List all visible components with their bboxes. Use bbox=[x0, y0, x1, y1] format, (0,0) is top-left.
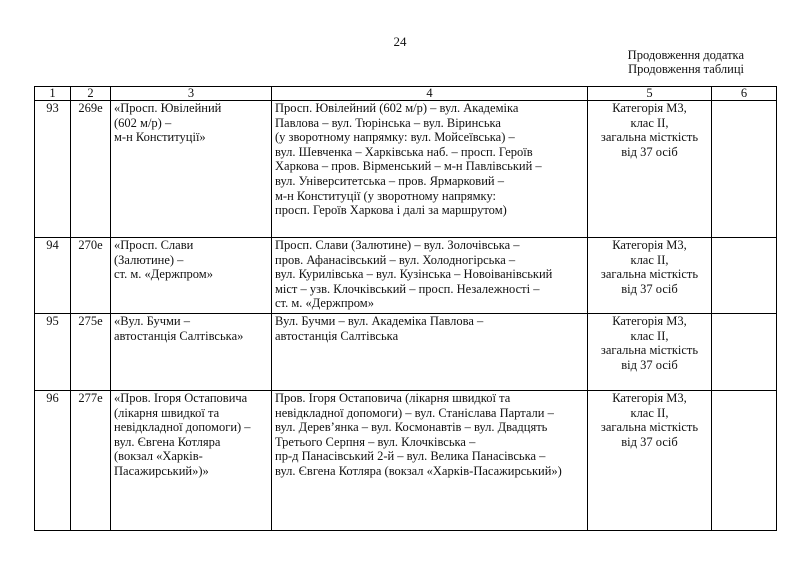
route-path-line: Просп. Слави (Залютине) – вул. Золочівська – bbox=[275, 238, 520, 252]
column-number: 1 bbox=[35, 87, 71, 101]
route-path-line: автостанція Салтівська bbox=[275, 328, 399, 343]
table-row bbox=[35, 101, 777, 238]
category-line: Категорія М3, bbox=[612, 314, 687, 328]
category-line: загальна місткість bbox=[600, 130, 699, 145]
route-name-line: (вокзал «Харків- bbox=[114, 449, 203, 464]
vehicle-category bbox=[588, 391, 712, 531]
category-line: клас ІІ, bbox=[630, 115, 669, 130]
route-name-line: (лікарня швидкої та bbox=[114, 405, 220, 420]
column-number: 3 bbox=[111, 87, 272, 101]
continuation-appendix: Продовження додатка bbox=[627, 48, 744, 62]
route-name bbox=[111, 314, 272, 391]
table-row bbox=[35, 391, 777, 531]
route-path-line: просп. Героїв Харкова і далі за маршрутом) bbox=[275, 203, 507, 218]
continuation-table: Продовження таблиці bbox=[628, 62, 744, 76]
category-line: від 37 осіб bbox=[621, 434, 678, 449]
route-note bbox=[712, 314, 777, 391]
category-line: Категорія М3, bbox=[612, 238, 687, 252]
route-code: 270е bbox=[71, 238, 111, 314]
category-line: загальна місткість bbox=[600, 343, 699, 358]
column-number: 4 bbox=[272, 87, 588, 101]
route-code: 275е bbox=[71, 314, 111, 391]
route-path-line: Пров. Ігоря Остаповича (лікарня швидкої та bbox=[275, 391, 511, 405]
route-name-line: (602 м/р) – bbox=[114, 115, 172, 130]
category-line: загальна місткість bbox=[600, 420, 699, 435]
route-name-line: Пасажирський»)» bbox=[114, 463, 209, 478]
table-row bbox=[35, 314, 777, 391]
category-line: від 37 осіб bbox=[621, 357, 678, 372]
route-index: 95 bbox=[35, 314, 71, 391]
route-name-line: (Залютине) – bbox=[114, 252, 184, 267]
continuation-note bbox=[628, 48, 744, 76]
route-path-line: вул. Курилівська – вул. Кузінська – Новоіванівський bbox=[275, 267, 553, 282]
route-path-line: м-н Конституції (у зворотному напрямку: bbox=[275, 188, 497, 203]
route-name-line: автостанція Салтівська» bbox=[114, 328, 244, 343]
route-path-line: невідкладної допомоги) – вул. Станіслава Партали – bbox=[275, 405, 554, 420]
category-line: Категорія М3, bbox=[612, 101, 687, 115]
category-line: клас ІІ, bbox=[630, 252, 669, 267]
route-path-line: Вул. Бучми – вул. Академіка Павлова – bbox=[275, 314, 484, 328]
vehicle-category bbox=[588, 101, 712, 238]
route-name-line: вул. Євгена Котляра bbox=[114, 434, 221, 449]
route-path-line: пр-д Панасівський 2-й – вул. Велика Панасівська – bbox=[275, 449, 546, 464]
route-note bbox=[712, 101, 777, 238]
route-name bbox=[111, 391, 272, 531]
route-code: 277е bbox=[71, 391, 111, 531]
route-path bbox=[272, 391, 588, 531]
route-code: 269е bbox=[71, 101, 111, 238]
category-line: від 37 осіб bbox=[621, 144, 678, 159]
route-path-line: (у зворотному напрямку: вул. Мойсеївська) – bbox=[275, 130, 515, 145]
route-index: 94 bbox=[35, 238, 71, 314]
route-note bbox=[712, 391, 777, 531]
column-number: 5 bbox=[588, 87, 712, 101]
route-path-line: Третього Серпня – вул. Клочківська – bbox=[275, 434, 476, 449]
route-index: 96 bbox=[35, 391, 71, 531]
category-line: клас ІІ, bbox=[630, 405, 669, 420]
route-name-line: «Пров. Ігоря Остаповича bbox=[114, 391, 248, 405]
route-name-line: «Вул. Бучми – bbox=[114, 314, 190, 328]
route-path-line: ст. м. «Держпром» bbox=[275, 296, 374, 311]
vehicle-category bbox=[588, 238, 712, 314]
route-path-line: Харкова – пров. Вірменський – м-н Павлівський – bbox=[275, 159, 542, 174]
category-line: від 37 осіб bbox=[621, 281, 678, 296]
route-name-line: м-н Конституції» bbox=[114, 130, 206, 145]
route-path-line: міст – узв. Клочківський – просп. Незалежності – bbox=[275, 281, 540, 296]
route-note bbox=[712, 238, 777, 314]
table-row bbox=[35, 238, 777, 314]
column-number: 6 bbox=[712, 87, 777, 101]
route-path-line: вул. Дерев’янка – вул. Космонавтів – вул. Двадцять bbox=[275, 420, 548, 435]
route-index: 93 bbox=[35, 101, 71, 238]
route-name-line: «Просп. Слави bbox=[114, 238, 194, 252]
category-line: Категорія М3, bbox=[612, 391, 687, 405]
route-path bbox=[272, 314, 588, 391]
route-path-line: вул. Євгена Котляра (вокзал «Харків-Пасажирський») bbox=[275, 463, 562, 478]
column-number: 2 bbox=[71, 87, 111, 101]
route-path-line: вул. Університетська – пров. Ярмарковий – bbox=[275, 173, 504, 188]
route-path bbox=[272, 238, 588, 314]
routes-table bbox=[34, 86, 777, 531]
route-name bbox=[111, 101, 272, 238]
route-path-line: Павлова – вул. Тюрінська – вул. Віринська bbox=[275, 115, 501, 130]
route-path-line: вул. Шевченка – Харківська наб. – просп. Героїв bbox=[275, 144, 533, 159]
route-name-line: невідкладної допомоги) – bbox=[114, 420, 251, 435]
page-number: 24 bbox=[393, 34, 407, 49]
column-number-row bbox=[35, 87, 777, 101]
route-path-line: Просп. Ювілейний (602 м/р) – вул. Академіка bbox=[275, 101, 519, 115]
category-line: загальна місткість bbox=[600, 267, 699, 282]
route-name-line: «Просп. Ювілейний bbox=[114, 101, 222, 115]
route-path-line: пров. Афанасівський – вул. Холодногірська – bbox=[275, 252, 516, 267]
category-line: клас ІІ, bbox=[630, 328, 669, 343]
vehicle-category bbox=[588, 314, 712, 391]
route-path bbox=[272, 101, 588, 238]
route-name-line: ст. м. «Держпром» bbox=[114, 267, 213, 282]
route-name bbox=[111, 238, 272, 314]
